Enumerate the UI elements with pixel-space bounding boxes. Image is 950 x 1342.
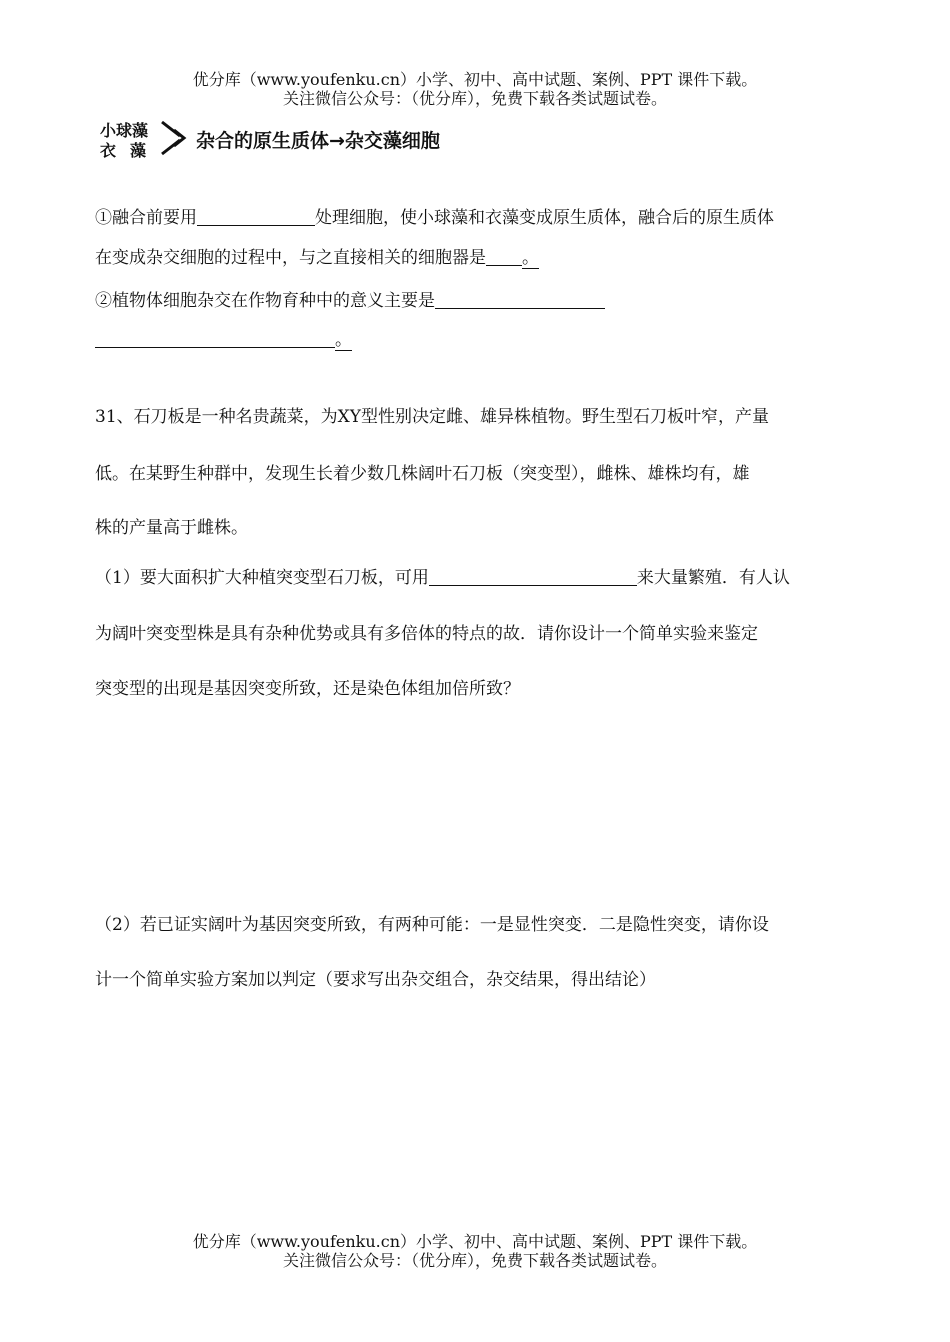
q30-item2-line2 <box>95 325 352 350</box>
header-line-1: 优分库（www.youfenku.cn）小学、初中、高中试题、案例、PPT 课件下载。 <box>192 70 758 89</box>
q31-part1-line3: 突变型的出现是基因突变所致，还是染色体组加倍所致？ <box>95 679 520 699</box>
merge-arrow-icon <box>158 116 194 162</box>
q30-item1-text-a: ①融合前要用 <box>95 208 197 228</box>
diagram-input-chlamydomonas: 衣藻 <box>100 141 161 160</box>
answer-blank-3[interactable] <box>435 290 605 309</box>
footer-line-1: 优分库（www.youfenku.cn）小学、初中、高中试题、案例、PPT 课件下载。 <box>192 1232 758 1251</box>
q30-item2-text: ②植物体细胞杂交在作物育种中的意义主要是 <box>95 291 435 311</box>
q30-item1-line1 <box>95 203 774 228</box>
diagram-chain: 杂合的原生质体→杂交藻细胞 <box>196 130 440 152</box>
header-line-2: 关注微信公众号：（优分库），免费下载各类试题试卷。 <box>282 89 667 108</box>
q30-item1-line2 <box>95 243 539 268</box>
fusion-diagram <box>96 116 506 162</box>
answer-blank-1[interactable] <box>197 207 315 226</box>
q31-part1-text-a: （1）要大面积扩大种植突变型石刀板，可用 <box>95 568 429 588</box>
q31-part1-line2: 为阔叶突变型株是具有杂种优势或具有多倍体的特点的故．请你设计一个简单实验来鉴定 <box>95 624 758 644</box>
q31-intro-line2: 低。在某野生种群中，发现生长着少数几株阔叶石刀板（突变型），雌株、雄株均有，雄 <box>95 464 750 484</box>
q31-part2-line1: （2）若已证实阔叶为基因突变所致，有两种可能：一是显性突变．二是隐性突变，请你设 <box>95 915 769 935</box>
answer-blank-2[interactable] <box>486 247 522 266</box>
q30-item2-line1 <box>95 286 605 311</box>
page-footer <box>0 1232 950 1270</box>
q31-part1-line1 <box>95 563 790 588</box>
q31-part2-line2: 计一个简单实验方案加以判定（要求写出杂交组合，杂交结果，得出结论） <box>95 970 656 990</box>
answer-blank-4[interactable] <box>95 329 335 348</box>
q30-item1-end: 。 <box>522 248 539 268</box>
diagram-input-chlorella: 小球藻 <box>100 121 149 140</box>
q31-intro-line1: 31、石刀板是一种名贵蔬菜，为XY型性别决定雌、雄异株植物。野生型石刀板叶窄，产量 <box>95 407 769 427</box>
q30-item1-text-b: 处理细胞，使小球藻和衣藻变成原生质体，融合后的原生质体 <box>315 208 774 228</box>
answer-blank-5[interactable] <box>429 567 637 586</box>
page-header <box>0 70 950 108</box>
q30-item1-text-c: 在变成杂交细胞的过程中，与之直接相关的细胞器是 <box>95 248 486 268</box>
q31-intro-line3: 株的产量高于雌株。 <box>95 518 248 538</box>
footer-line-2: 关注微信公众号：（优分库），免费下载各类试题试卷。 <box>282 1251 667 1270</box>
q31-part1-text-b: 来大量繁殖．有人认 <box>636 568 790 588</box>
q30-item2-end: 。 <box>335 330 352 350</box>
